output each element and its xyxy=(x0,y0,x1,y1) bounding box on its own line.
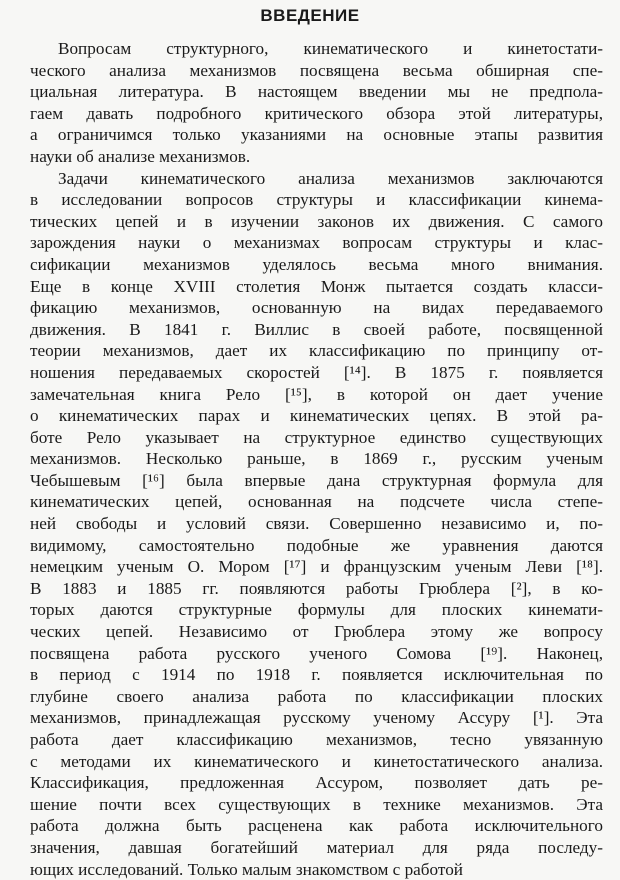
text-line: ющих исследований. Только малым знакомством с работой xyxy=(30,859,463,879)
text-line: немецким ученым О. Мором [¹⁷] и французским ученым Леви [¹⁸]. xyxy=(30,557,603,577)
text-line: в исследовании вопросов структуры и классификации кинема- xyxy=(30,190,603,210)
text-line: движения. В 1841 г. Виллис в своей работе, посвященной xyxy=(30,319,603,339)
text-line: Задачи кинематического анализа механизмов заключаются xyxy=(58,168,603,188)
text-line: глубине своего анализа работа по классификации плоских xyxy=(30,686,603,706)
page-title: ВВЕДЕНИЕ xyxy=(260,6,360,25)
text-line: кинематических цепей, основанная на подсчете числа степе- xyxy=(30,492,603,512)
paragraph xyxy=(30,38,603,168)
text-line: науки об анализе механизмов. xyxy=(30,146,251,166)
text-line: в период с 1914 по 1918 г. появляется исключительная по xyxy=(30,665,603,685)
text-line: значения, давшая богатейший материал для ряда последу- xyxy=(30,837,603,857)
text-line: ношения передаваемых скоростей [¹⁴]. В 1875 г. появляется xyxy=(30,362,603,382)
text-line: посвящена работа русского ученого Сомова [¹⁹]. Наконец, xyxy=(30,643,603,663)
text-line: о кинематических парах и кинематических цепях. В этой ра- xyxy=(30,406,603,426)
text-line: а ограничимся только указаниями на основные этапы развития xyxy=(30,125,603,145)
text-line: с методами их кинематического и кинетостатического анализа. xyxy=(30,751,603,771)
text-line: тических цепей и в изучении законов их движения. С самого xyxy=(30,211,603,231)
text-line: работа дает классификацию механизмов, тесно увязанную xyxy=(30,730,603,749)
text-line: Вопросам структурного, кинематического и кинетостати- xyxy=(58,39,603,58)
text-line: видимому, самостоятельно подобные же уравнения даются xyxy=(30,535,603,555)
text-line: замечательная книга Рело [¹⁵], в которой он дает учение xyxy=(30,384,603,404)
text-line: механизмов. Несколько раньше, в 1869 г., русским ученым xyxy=(30,449,603,469)
text-line: Чебышевым [¹⁶] была впервые дана структурная формула для xyxy=(30,470,603,490)
text-line: ней свободы и условий связи. Совершенно независимо и, по- xyxy=(30,514,603,534)
text-line: работа должна быть расценена как работа исключительного xyxy=(30,816,603,836)
text-line: сификации механизмов уделялось весьма много внимания. xyxy=(30,254,603,274)
text-line: циальная литература. В настоящем введении мы не предпола- xyxy=(30,82,603,102)
text-line: торых даются структурные формулы для плоских кинемати- xyxy=(30,600,603,620)
body-text xyxy=(30,38,603,880)
text-line: шение почти всех существующих в технике механизмов. Эта xyxy=(30,794,603,814)
paragraph xyxy=(30,168,603,880)
text-line: Классификация, предложенная Ассуром, позволяет дать ре- xyxy=(30,773,603,793)
text-line: боте Рело указывает на структурное единство существующих xyxy=(30,427,603,447)
text-line: ческих цепей. Независимо от Грюблера этому же вопросу xyxy=(30,622,603,642)
text-line: ческого анализа механизмов посвящена весьма обширная спе- xyxy=(30,60,603,80)
text-line: гаем давать подробного критического обзора этой литературы, xyxy=(30,103,603,123)
text-line: В 1883 и 1885 гг. появляются работы Грюблера [²], в ко- xyxy=(30,578,603,598)
text-line: зарождения науки о механизмах вопросам структуры и клас- xyxy=(30,233,603,253)
text-line: теории механизмов, дает их классификацию по принципу от- xyxy=(30,341,603,361)
text-line: Еще в конце XVIII столетия Монж пытается создать класси- xyxy=(30,276,603,296)
text-line: механизмов, принадлежащая русскому ученому Ассуру [¹]. Эта xyxy=(30,708,603,728)
text-line: фикацию механизмов, основанную на видах передаваемого xyxy=(30,298,603,318)
